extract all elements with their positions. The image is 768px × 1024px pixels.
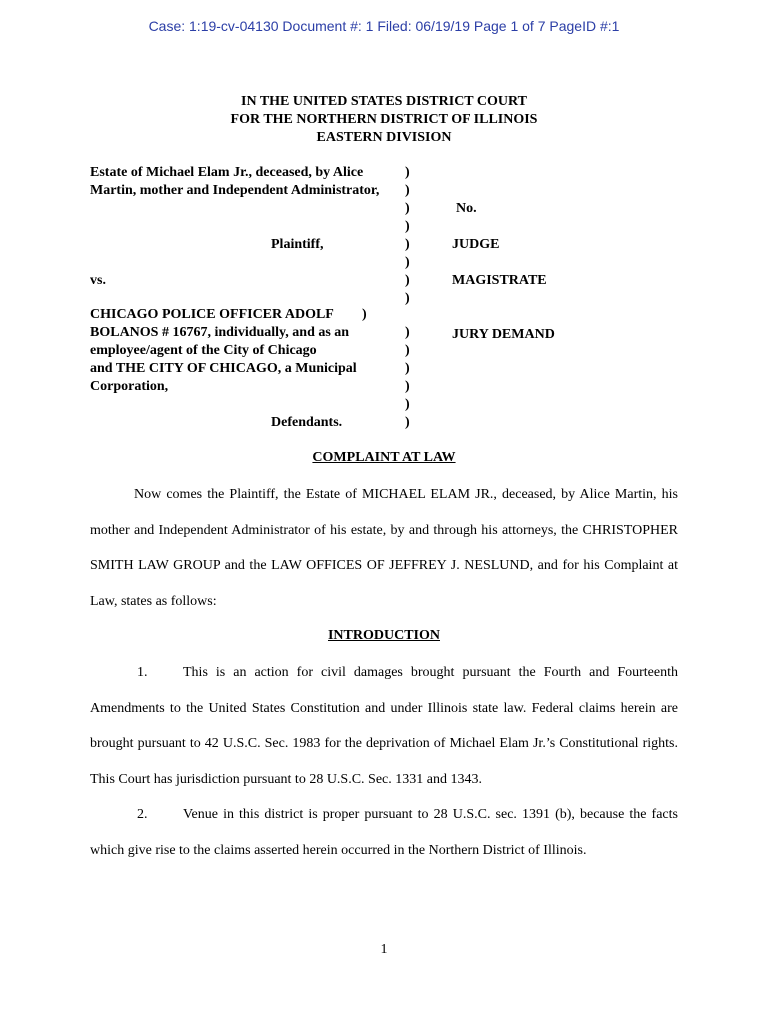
caption-paren: ) [405, 273, 410, 288]
caption-paren: ) [405, 397, 410, 412]
caption-paren: ) [405, 237, 410, 252]
paragraph-2 [90, 797, 678, 868]
defendant-line-1: CHICAGO POLICE OFFICER ADOLF [90, 307, 334, 322]
paragraph-number: 2. [137, 807, 148, 822]
magistrate-label: MAGISTRATE [452, 273, 547, 288]
case-header-stamp: Case: 1:19-cv-04130 Document #: 1 Filed: 06/19/19 Page 1 of 7 PageID #:1 [148, 18, 620, 34]
caption-paren: ) [405, 415, 410, 430]
introduction-heading: INTRODUCTION [327, 628, 440, 643]
defendant-line-2: BOLANOS # 16767, individually, and as an [90, 325, 350, 340]
defendants-label: Defendants. [271, 415, 343, 430]
caption-paren: ) [405, 255, 410, 270]
caption-paren: ) [405, 343, 410, 358]
paragraph-number: 1. [137, 665, 148, 680]
numbered-paragraphs [90, 655, 678, 868]
intro-paragraph: Now comes the Plaintiff, the Estate of MICHAEL ELAM JR., deceased, by Alice Martin, his mother and Independent Administrator of his estate, by and through his attorneys, the CHRISTOPHER SMITH LAW GROUP and the LAW OFFICES OF JEFFREY J. NESLUND, and for his Complaint at Law, states as follows: [90, 487, 678, 609]
court-line-3: EASTERN DIVISION [316, 130, 452, 145]
caption-paren: ) [405, 325, 410, 340]
caption-paren: ) [405, 291, 410, 306]
paragraph-1 [90, 655, 678, 797]
court-line-1: IN THE UNITED STATES DISTRICT COURT [241, 94, 527, 109]
defendant-line-5: Corporation, [90, 379, 169, 394]
caption-paren: ) [405, 183, 410, 198]
court-heading [0, 93, 768, 147]
paragraph-text: Venue in this district is proper pursuant to 28 U.S.C. sec. 1391 (b), because the facts which give rise to the claims asserted herein occurred in the Northern District of Illinois. [90, 807, 678, 858]
page-number: 1 [380, 942, 388, 957]
complaint-title: COMPLAINT AT LAW [312, 450, 456, 465]
jury-demand-label: JURY DEMAND [452, 327, 555, 342]
case-number-label: No. [456, 201, 477, 216]
vs-label: vs. [90, 273, 106, 288]
caption-paren: ) [405, 201, 410, 216]
caption-paren: ) [405, 361, 410, 376]
paragraph-text: This is an action for civil damages brought pursuant the Fourth and Fourteenth Amendments to the United States Constitution and under Illinois state law. Federal claims herein are brought pursuant to 42 U.S.C. Sec. 1983 for the deprivation of Michael Elam Jr.’s Constitutional rights. This Court has jurisdiction pursuant to 28 U.S.C. Sec. 1331 and 1343. [90, 665, 678, 787]
caption-paren: ) [405, 165, 410, 180]
caption-paren: ) [362, 307, 367, 322]
plaintiff-line-2: Martin, mother and Independent Administrator, [90, 183, 380, 198]
judge-label: JUDGE [452, 237, 500, 252]
defendant-line-3: employee/agent of the City of Chicago [90, 343, 317, 358]
caption-paren: ) [405, 219, 410, 234]
defendant-line-4: and THE CITY OF CHICAGO, a Municipal [90, 361, 357, 376]
plaintiff-line-1: Estate of Michael Elam Jr., deceased, by Alice [90, 165, 364, 180]
intro-paragraph-block [90, 477, 678, 619]
caption-paren: ) [405, 379, 410, 394]
plaintiff-label: Plaintiff, [271, 237, 324, 252]
court-line-2: FOR THE NORTHERN DISTRICT OF ILLINOIS [230, 112, 538, 127]
